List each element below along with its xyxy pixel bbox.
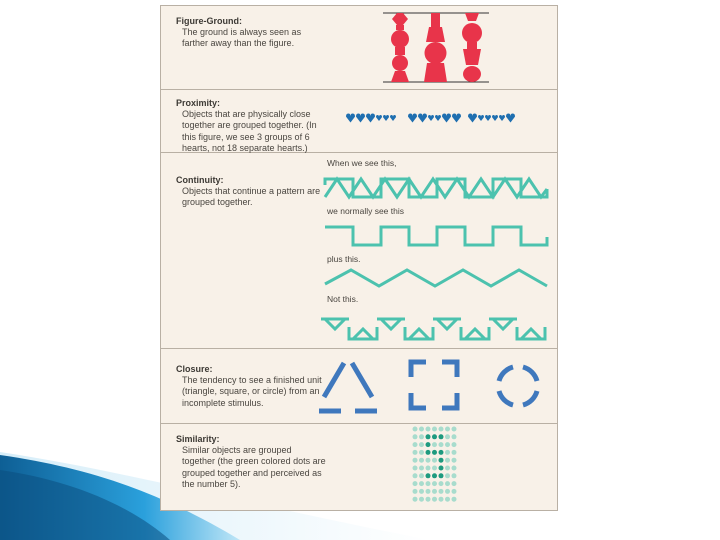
fragmented-pattern-icon	[319, 313, 549, 343]
continuity-caption-1: When we see this,	[327, 158, 397, 168]
dot	[439, 442, 444, 447]
dot	[445, 466, 450, 471]
heart-icon	[442, 114, 451, 123]
dot	[452, 489, 457, 494]
dot	[419, 434, 424, 439]
heart-icon	[506, 114, 515, 123]
dot	[413, 427, 418, 432]
heart-icon	[468, 114, 477, 123]
heart-icon	[383, 115, 389, 121]
dot	[432, 489, 437, 494]
dot	[432, 466, 437, 471]
row-closure	[161, 349, 557, 424]
heart-icon	[485, 115, 491, 121]
closure-title: Closure:	[176, 364, 213, 374]
continuity-caption-3: plus this.	[327, 254, 361, 264]
dot	[445, 473, 450, 478]
heart-icon	[499, 115, 505, 121]
combined-wave-pattern-icon	[323, 175, 549, 201]
dot-highlighted	[439, 466, 444, 471]
dot	[413, 473, 418, 478]
dot	[426, 489, 431, 494]
dot	[452, 473, 457, 478]
closure-desc: The tendency to see a finished unit (triangle, square, or circle) from an incomplete stimulus.	[182, 375, 322, 408]
dot	[452, 427, 457, 432]
dot	[413, 466, 418, 471]
square-wave-line-icon	[323, 223, 549, 249]
dot	[419, 450, 424, 455]
dot	[413, 442, 418, 447]
square-outline-icon	[408, 359, 460, 411]
dot	[445, 442, 450, 447]
gestalt-principles-figure	[160, 5, 558, 511]
dot	[419, 466, 424, 471]
triangle-outline-icon	[316, 357, 380, 415]
vase-profile-figure-icon	[381, 11, 491, 83]
dot	[445, 427, 450, 432]
zigzag-line-icon	[323, 266, 549, 290]
dot	[426, 427, 431, 432]
dot	[413, 434, 418, 439]
dot-highlighted	[426, 473, 431, 478]
row-proximity	[161, 90, 557, 153]
continuity-desc: Objects that continue a pattern are grouped together.	[182, 186, 321, 208]
heart-icon	[478, 115, 484, 121]
dot	[452, 450, 457, 455]
continuity-title: Continuity:	[176, 175, 224, 185]
dot	[419, 427, 424, 432]
row-continuity	[161, 153, 557, 349]
dot	[413, 489, 418, 494]
row-similarity	[161, 424, 557, 510]
dot	[413, 481, 418, 486]
dot	[432, 458, 437, 463]
dot	[432, 481, 437, 486]
dot-highlighted	[426, 434, 431, 439]
dot	[439, 489, 444, 494]
dot	[419, 458, 424, 463]
heart-icon	[376, 115, 382, 121]
similarity-title: Similarity:	[176, 434, 220, 444]
dot	[426, 466, 431, 471]
heart-icon	[346, 114, 355, 123]
dot-highlighted	[432, 434, 437, 439]
dot	[445, 489, 450, 494]
dot	[452, 481, 457, 486]
dot	[432, 497, 437, 502]
heart-icon	[428, 115, 434, 121]
heart-icon	[452, 114, 461, 123]
circle-outline-icon	[491, 359, 545, 413]
heart-icon	[390, 115, 396, 121]
dot	[419, 442, 424, 447]
heart-icon	[418, 114, 427, 123]
dot	[419, 489, 424, 494]
dot-highlighted	[439, 450, 444, 455]
figure-ground-title: Figure-Ground:	[176, 16, 242, 26]
figure-ground-desc: The ground is always seen as farther away than the figure.	[182, 27, 302, 49]
heart-icon	[356, 114, 365, 123]
dot	[445, 481, 450, 486]
dot	[413, 458, 418, 463]
dot-highlighted	[439, 458, 444, 463]
dot	[452, 458, 457, 463]
dot	[419, 481, 424, 486]
heart-groups	[346, 110, 526, 126]
heart-icon	[492, 115, 498, 121]
row-figure-ground	[161, 6, 557, 90]
dot-highlighted	[432, 473, 437, 478]
dot-highlighted	[426, 450, 431, 455]
dot	[419, 497, 424, 502]
dot	[445, 450, 450, 455]
dot	[445, 458, 450, 463]
dot	[413, 450, 418, 455]
dot	[452, 497, 457, 502]
dot-highlighted	[432, 450, 437, 455]
heart-icon	[435, 115, 441, 121]
dot	[419, 473, 424, 478]
heart-icon	[366, 114, 375, 123]
continuity-caption-2: we normally see this	[327, 206, 405, 216]
dot	[439, 481, 444, 486]
dot-grid-icon	[412, 426, 458, 506]
dot	[452, 466, 457, 471]
dot	[432, 427, 437, 432]
dot-highlighted	[439, 473, 444, 478]
dot	[426, 481, 431, 486]
dot	[439, 427, 444, 432]
dot	[413, 497, 418, 502]
dot-highlighted	[426, 442, 431, 447]
proximity-desc: Objects that are physically close together are grouped together. (In this figure, we see 3 groups of 6 hearts, not 18 separate hearts.)	[182, 109, 317, 153]
dot	[452, 442, 457, 447]
dot	[445, 497, 450, 502]
dot	[432, 442, 437, 447]
heart-icon	[408, 114, 417, 123]
dot	[426, 458, 431, 463]
dot	[426, 497, 431, 502]
dot	[452, 434, 457, 439]
dot-highlighted	[439, 434, 444, 439]
dot	[439, 497, 444, 502]
similarity-desc: Similar objects are grouped together (the green colored dots are grouped together and perceived as the number 5).	[182, 445, 326, 489]
dot	[445, 434, 450, 439]
proximity-title: Proximity:	[176, 98, 221, 108]
continuity-caption-4: Not this.	[327, 294, 359, 304]
